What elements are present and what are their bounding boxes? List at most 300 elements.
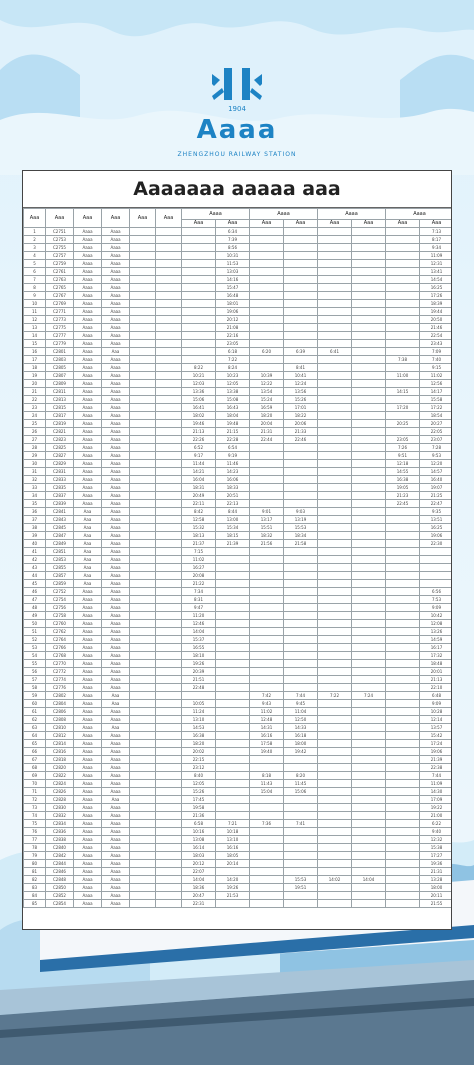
table-row xyxy=(24,452,453,460)
table-cell xyxy=(284,260,318,268)
table-cell xyxy=(318,852,352,860)
table-cell xyxy=(156,836,182,844)
table-cell xyxy=(318,548,352,556)
table-cell: Aaaa xyxy=(102,340,130,348)
table-cell: 77 xyxy=(24,836,46,844)
table-cell xyxy=(284,844,318,852)
table-cell xyxy=(182,276,216,284)
table-cell: 20:12 xyxy=(216,316,250,324)
table-cell: 10:42 xyxy=(420,612,453,620)
table-cell xyxy=(216,564,250,572)
table-cell: 18:31 xyxy=(182,484,216,492)
table-cell: 74 xyxy=(24,812,46,820)
table-cell: 7:26 xyxy=(386,444,420,452)
table-cell: Aaaa xyxy=(102,484,130,492)
table-cell xyxy=(318,332,352,340)
table-cell: 21:31 xyxy=(420,868,453,876)
table-cell: 9:45 xyxy=(284,700,318,708)
table-cell: C2845 xyxy=(46,524,74,532)
table-cell xyxy=(318,660,352,668)
table-row xyxy=(24,524,453,532)
table-cell: 79 xyxy=(24,852,46,860)
table-cell: C2810 xyxy=(46,724,74,732)
table-cell: 16:40 xyxy=(420,476,453,484)
table-cell: Aaaa xyxy=(102,292,130,300)
table-cell xyxy=(130,876,156,884)
subcol-header: Aaa xyxy=(284,220,318,228)
table-cell: 12:08 xyxy=(420,620,453,628)
table-cell: Aaaa xyxy=(74,732,102,740)
table-cell: Aaaa xyxy=(74,772,102,780)
table-cell xyxy=(318,412,352,420)
table-cell: 13:51 xyxy=(420,516,453,524)
table-cell: 7:40 xyxy=(420,356,453,364)
table-cell: Aaaa xyxy=(102,396,130,404)
table-cell xyxy=(156,420,182,428)
table-cell xyxy=(352,460,386,468)
table-cell: C2774 xyxy=(46,676,74,684)
table-cell: Aaaa xyxy=(102,612,130,620)
table-cell xyxy=(156,348,182,356)
table-cell: 12:50 xyxy=(284,716,318,724)
table-cell: 16:04 xyxy=(182,476,216,484)
table-row xyxy=(24,252,453,260)
table-cell xyxy=(130,660,156,668)
table-cell xyxy=(156,324,182,332)
table-cell: Aaaa xyxy=(102,868,130,876)
table-cell: Aaaa xyxy=(74,628,102,636)
table-cell: 12 xyxy=(24,316,46,324)
table-cell: C2777 xyxy=(46,332,74,340)
table-cell xyxy=(250,844,284,852)
table-cell: C2849 xyxy=(46,540,74,548)
table-cell xyxy=(352,644,386,652)
table-cell: 13:19 xyxy=(284,516,318,524)
table-row xyxy=(24,444,453,452)
table-cell: Aaaa xyxy=(102,244,130,252)
table-cell xyxy=(156,516,182,524)
table-cell: C2807 xyxy=(46,372,74,380)
table-cell: Aaaa xyxy=(74,676,102,684)
table-cell xyxy=(250,684,284,692)
table-cell xyxy=(156,236,182,244)
table-cell: 53 xyxy=(24,644,46,652)
table-cell xyxy=(156,604,182,612)
table-cell: Aaaa xyxy=(102,716,130,724)
table-row xyxy=(24,748,453,756)
table-cell: Aaaa xyxy=(102,756,130,764)
table-cell xyxy=(318,748,352,756)
table-cell: C2803 xyxy=(46,356,74,364)
table-cell: Aaaa xyxy=(102,332,130,340)
table-cell xyxy=(386,364,420,372)
table-cell: Aaaa xyxy=(74,380,102,388)
table-cell xyxy=(318,684,352,692)
table-cell: C2830 xyxy=(46,804,74,812)
table-cell: Aaaa xyxy=(74,460,102,468)
table-cell: C2854 xyxy=(46,900,74,908)
table-cell: C2769 xyxy=(46,300,74,308)
table-cell: 18:36 xyxy=(182,884,216,892)
table-cell xyxy=(318,316,352,324)
table-cell xyxy=(284,860,318,868)
table-cell xyxy=(130,516,156,524)
table-cell xyxy=(156,756,182,764)
table-cell: Aaaa xyxy=(102,676,130,684)
table-cell: Aaaa xyxy=(102,436,130,444)
table-cell xyxy=(250,364,284,372)
table-cell: 9:53 xyxy=(420,452,453,460)
table-cell xyxy=(352,612,386,620)
table-cell xyxy=(156,292,182,300)
table-cell xyxy=(130,340,156,348)
table-cell: Aaaa xyxy=(74,452,102,460)
table-cell: 14:04 xyxy=(182,628,216,636)
table-cell xyxy=(182,236,216,244)
table-cell: Aaaa xyxy=(74,348,102,356)
table-cell xyxy=(284,356,318,364)
table-cell xyxy=(386,852,420,860)
table-cell xyxy=(284,308,318,316)
table-cell xyxy=(284,556,318,564)
table-cell xyxy=(156,612,182,620)
table-cell: C2837 xyxy=(46,492,74,500)
table-row xyxy=(24,404,453,412)
table-cell: 10:28 xyxy=(420,708,453,716)
table-cell xyxy=(318,860,352,868)
table-cell xyxy=(386,876,420,884)
table-cell: C2822 xyxy=(46,772,74,780)
table-cell xyxy=(216,900,250,908)
table-cell: C2762 xyxy=(46,628,74,636)
table-cell: 15:47 xyxy=(216,284,250,292)
table-cell: Aaaa xyxy=(74,668,102,676)
table-cell: C2821 xyxy=(46,428,74,436)
table-cell: 20:50 xyxy=(420,316,453,324)
table-cell: Aaa xyxy=(74,572,102,580)
table-row xyxy=(24,692,453,700)
table-cell xyxy=(352,652,386,660)
table-cell: 8:44 xyxy=(216,508,250,516)
table-cell: 23:12 xyxy=(182,764,216,772)
table-cell: Aaaa xyxy=(102,660,130,668)
table-cell: Aaaa xyxy=(74,444,102,452)
table-cell: Aaaa xyxy=(74,268,102,276)
table-cell xyxy=(156,436,182,444)
table-cell xyxy=(250,668,284,676)
table-cell: 17:22 xyxy=(420,404,453,412)
table-cell: 15:32 xyxy=(182,524,216,532)
table-cell: 7:13 xyxy=(420,228,453,236)
table-cell: Aaaa xyxy=(74,500,102,508)
table-cell xyxy=(284,324,318,332)
table-cell xyxy=(130,308,156,316)
table-cell: 12:14 xyxy=(420,716,453,724)
table-cell: Aaaa xyxy=(74,860,102,868)
table-cell: 16:25 xyxy=(420,524,453,532)
table-cell: 19 xyxy=(24,372,46,380)
table-cell xyxy=(156,684,182,692)
table-cell xyxy=(352,764,386,772)
table-cell: 16:55 xyxy=(182,644,216,652)
table-cell xyxy=(352,276,386,284)
table-cell: C2768 xyxy=(46,652,74,660)
table-cell: Aaaa xyxy=(74,764,102,772)
table-cell: 10:16 xyxy=(182,828,216,836)
table-cell: C2772 xyxy=(46,668,74,676)
table-cell: 21:13 xyxy=(182,428,216,436)
table-cell xyxy=(130,436,156,444)
table-cell: 21:46 xyxy=(420,324,453,332)
table-cell xyxy=(352,388,386,396)
table-row xyxy=(24,380,453,388)
table-cell: Aaaa xyxy=(74,412,102,420)
table-cell xyxy=(156,844,182,852)
table-cell: C2804 xyxy=(46,700,74,708)
table-row xyxy=(24,580,453,588)
table-cell: 47 xyxy=(24,596,46,604)
table-cell: 15:24 xyxy=(250,396,284,404)
table-row xyxy=(24,572,453,580)
table-cell xyxy=(130,788,156,796)
table-cell: Aaaa xyxy=(74,620,102,628)
table-cell: 22:05 xyxy=(420,428,453,436)
table-cell xyxy=(352,884,386,892)
table-cell xyxy=(130,572,156,580)
table-cell xyxy=(250,636,284,644)
table-cell: C2836 xyxy=(46,828,74,836)
table-cell xyxy=(182,340,216,348)
table-cell xyxy=(130,716,156,724)
table-cell xyxy=(156,540,182,548)
table-cell xyxy=(352,308,386,316)
table-cell: 33 xyxy=(24,484,46,492)
table-cell xyxy=(284,812,318,820)
table-cell: 13:08 xyxy=(182,836,216,844)
table-cell: 8:41 xyxy=(284,364,318,372)
table-cell xyxy=(386,820,420,828)
table-cell: Aaaa xyxy=(74,356,102,364)
table-cell xyxy=(352,444,386,452)
table-cell xyxy=(250,300,284,308)
table-cell xyxy=(216,780,250,788)
table-cell xyxy=(318,420,352,428)
table-cell xyxy=(250,244,284,252)
table-cell: Aaaa xyxy=(74,364,102,372)
table-cell: C2758 xyxy=(46,612,74,620)
table-cell: 19:05 xyxy=(386,484,420,492)
table-cell xyxy=(156,260,182,268)
table-cell: Aaaa xyxy=(74,228,102,236)
table-cell: 2 xyxy=(24,236,46,244)
table-cell xyxy=(284,340,318,348)
table-cell: 15:38 xyxy=(420,844,453,852)
subcol-header: Aaa xyxy=(386,220,420,228)
table-cell: 11:02 xyxy=(182,556,216,564)
table-cell: C2757 xyxy=(46,252,74,260)
table-cell: 10:41 xyxy=(284,372,318,380)
table-cell xyxy=(250,796,284,804)
table-cell xyxy=(352,484,386,492)
table-cell: 12:58 xyxy=(182,516,216,524)
table-cell xyxy=(352,668,386,676)
table-cell: 28 xyxy=(24,444,46,452)
table-cell: 6:54 xyxy=(216,444,250,452)
col-header: Aaa xyxy=(74,209,102,228)
table-cell xyxy=(318,836,352,844)
table-cell: 12:32 xyxy=(420,836,453,844)
logo-year: 1904 xyxy=(228,105,246,113)
table-cell: Aaaa xyxy=(102,564,130,572)
table-cell xyxy=(352,756,386,764)
table-cell: Aaaa xyxy=(74,716,102,724)
table-cell xyxy=(130,332,156,340)
table-cell: 32 xyxy=(24,476,46,484)
table-cell xyxy=(352,556,386,564)
table-cell: Aaaa xyxy=(102,628,130,636)
table-cell: 14:30 xyxy=(420,788,453,796)
table-cell xyxy=(250,260,284,268)
table-cell xyxy=(386,764,420,772)
table-cell: 10:18 xyxy=(216,828,250,836)
table-row xyxy=(24,620,453,628)
table-cell: Aaaa xyxy=(74,308,102,316)
table-cell: 9:47 xyxy=(182,604,216,612)
table-cell xyxy=(386,380,420,388)
table-cell: 83 xyxy=(24,884,46,892)
table-cell xyxy=(318,252,352,260)
table-cell xyxy=(352,788,386,796)
table-cell xyxy=(156,788,182,796)
table-cell xyxy=(182,348,216,356)
table-row xyxy=(24,820,453,828)
table-cell xyxy=(182,252,216,260)
table-cell xyxy=(318,492,352,500)
table-cell xyxy=(318,788,352,796)
table-cell: Aaaa xyxy=(74,436,102,444)
table-cell xyxy=(182,316,216,324)
table-cell: Aaaa xyxy=(102,884,130,892)
table-cell xyxy=(284,652,318,660)
table-cell: C2773 xyxy=(46,316,74,324)
table-row xyxy=(24,420,453,428)
table-cell xyxy=(352,356,386,364)
table-cell xyxy=(250,356,284,364)
table-cell xyxy=(386,732,420,740)
table-row xyxy=(24,364,453,372)
table-cell xyxy=(250,324,284,332)
table-cell xyxy=(250,628,284,636)
table-cell xyxy=(156,588,182,596)
table-cell: 39 xyxy=(24,532,46,540)
table-cell xyxy=(250,292,284,300)
table-cell: 19:51 xyxy=(284,884,318,892)
table-cell: Aaaa xyxy=(74,404,102,412)
table-cell xyxy=(284,636,318,644)
table-cell: 15:51 xyxy=(250,524,284,532)
table-cell: 20 xyxy=(24,380,46,388)
table-cell xyxy=(216,764,250,772)
table-cell xyxy=(130,732,156,740)
table-cell: 6:56 xyxy=(420,588,453,596)
table-cell xyxy=(130,524,156,532)
table-cell: Aaa xyxy=(74,524,102,532)
table-cell xyxy=(156,780,182,788)
table-cell: 21:00 xyxy=(420,812,453,820)
table-cell xyxy=(156,820,182,828)
table-row xyxy=(24,884,453,892)
table-cell: 16 xyxy=(24,348,46,356)
table-cell: Aaaa xyxy=(102,324,130,332)
table-cell: 22:26 xyxy=(182,436,216,444)
table-cell: 21:33 xyxy=(284,428,318,436)
table-cell: 7:42 xyxy=(250,692,284,700)
table-cell: 14:31 xyxy=(250,724,284,732)
table-cell: 64 xyxy=(24,732,46,740)
table-cell xyxy=(352,708,386,716)
table-row xyxy=(24,644,453,652)
table-cell xyxy=(156,668,182,676)
table-cell xyxy=(386,236,420,244)
table-cell: 15:26 xyxy=(182,788,216,796)
table-cell: Aaaa xyxy=(102,276,130,284)
table-cell xyxy=(130,356,156,364)
table-cell xyxy=(352,772,386,780)
table-cell xyxy=(352,260,386,268)
table-cell xyxy=(318,612,352,620)
table-cell xyxy=(156,308,182,316)
table-cell: 59 xyxy=(24,692,46,700)
table-cell: 22:07 xyxy=(182,868,216,876)
table-cell xyxy=(130,708,156,716)
table-cell: 78 xyxy=(24,844,46,852)
table-cell xyxy=(318,500,352,508)
table-cell: C2828 xyxy=(46,796,74,804)
table-cell: 21:39 xyxy=(420,756,453,764)
table-cell xyxy=(352,676,386,684)
table-cell: 13:41 xyxy=(420,268,453,276)
table-cell: Aaaa xyxy=(102,540,130,548)
table-cell xyxy=(156,772,182,780)
table-row xyxy=(24,708,453,716)
table-cell: Aaaa xyxy=(102,508,130,516)
table-cell: 7:38 xyxy=(386,356,420,364)
table-cell: 6:58 xyxy=(182,820,216,828)
table-cell: Aaaa xyxy=(74,724,102,732)
table-cell: 16:48 xyxy=(216,292,250,300)
table-cell xyxy=(216,796,250,804)
table-row xyxy=(24,324,453,332)
table-cell: Aaa xyxy=(102,700,130,708)
table-cell: 21:25 xyxy=(420,492,453,500)
table-cell xyxy=(318,308,352,316)
table-cell xyxy=(352,332,386,340)
table-cell: 75 xyxy=(24,820,46,828)
table-cell: Aaaa xyxy=(102,404,130,412)
table-cell: 21:56 xyxy=(250,540,284,548)
table-cell xyxy=(130,412,156,420)
table-cell: 18:01 xyxy=(216,300,250,308)
table-row xyxy=(24,468,453,476)
table-row xyxy=(24,292,453,300)
table-cell: 15:06 xyxy=(182,396,216,404)
table-cell: Aaaa xyxy=(102,668,130,676)
table-cell: 10:31 xyxy=(216,252,250,260)
table-cell: Aaaa xyxy=(102,788,130,796)
table-cell xyxy=(318,460,352,468)
table-cell: C2848 xyxy=(46,876,74,884)
table-cell xyxy=(130,900,156,908)
